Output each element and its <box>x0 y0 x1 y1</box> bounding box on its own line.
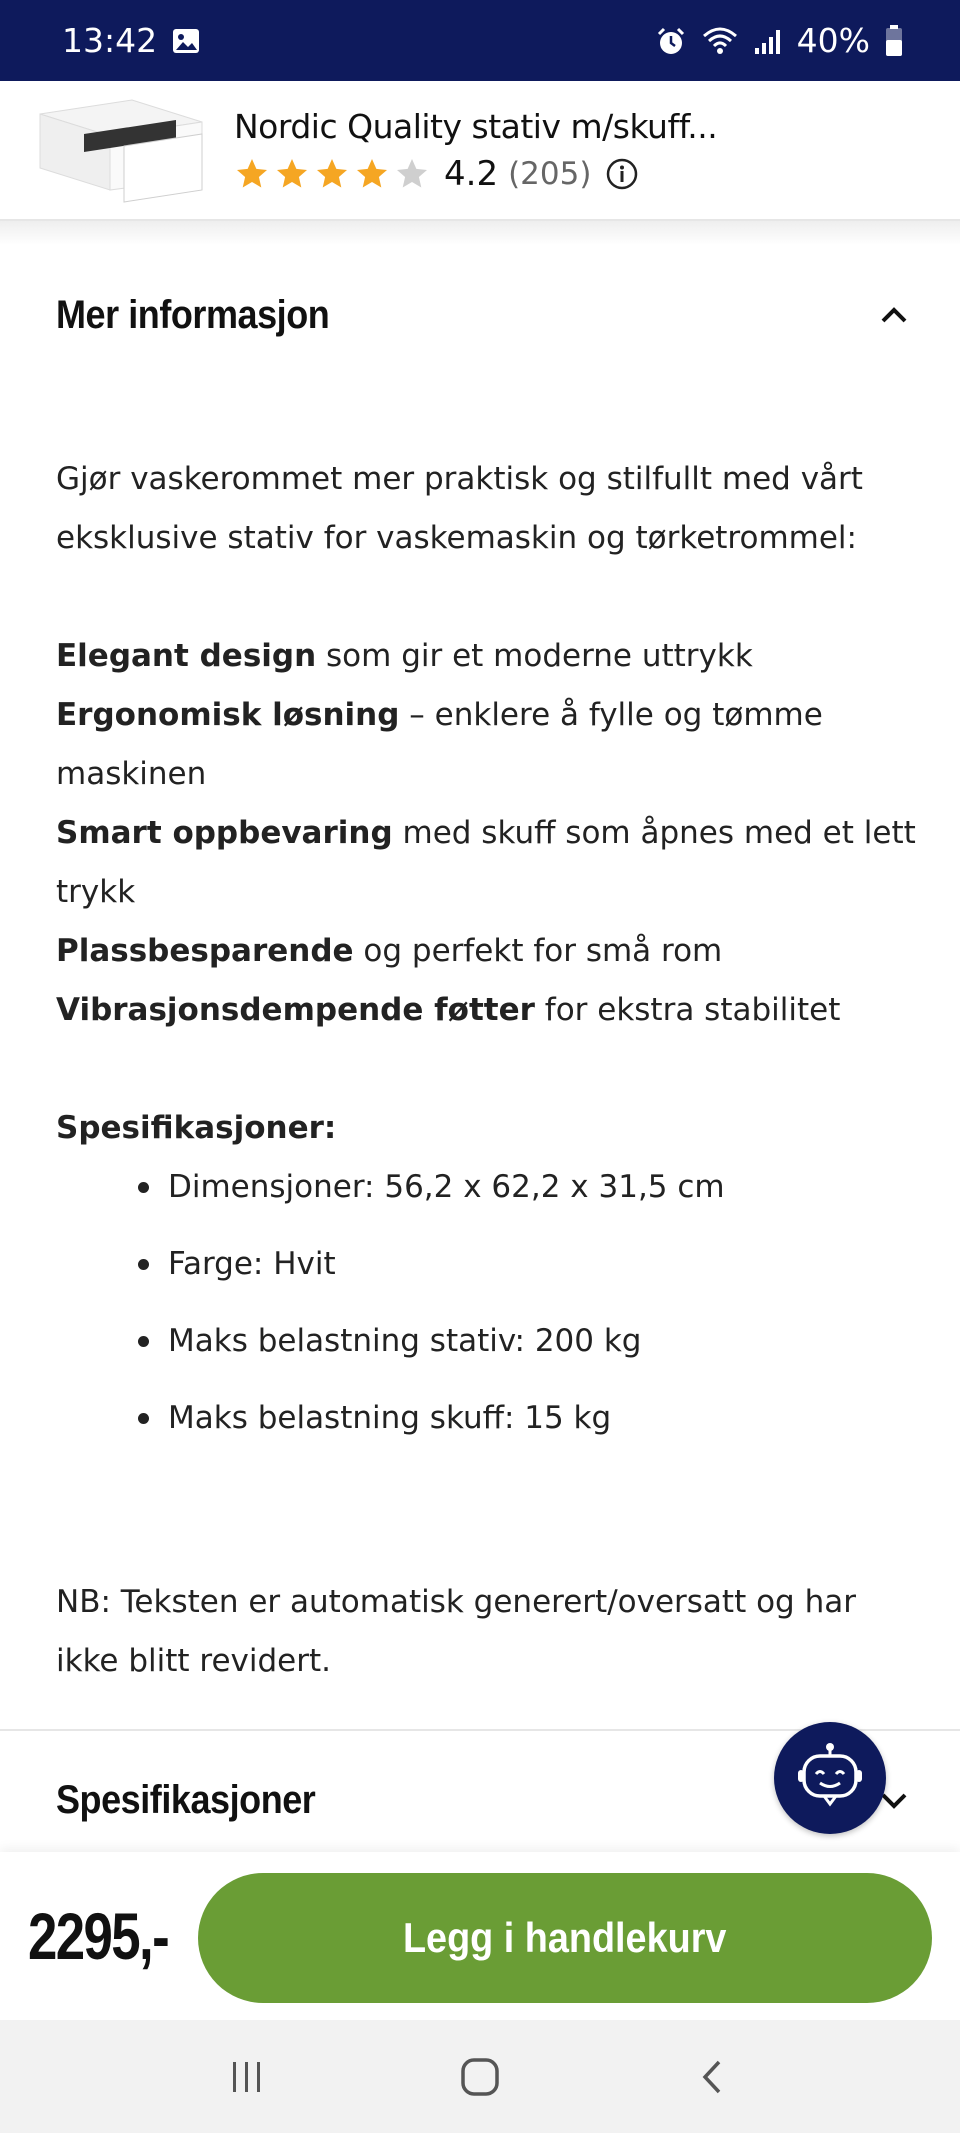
back-icon <box>693 2057 733 2097</box>
chevron-up-icon[interactable] <box>876 297 912 333</box>
chat-bot-button[interactable] <box>774 1722 886 1834</box>
spec-item: Maks belastning stativ: 200 kg <box>112 1312 916 1389</box>
home-button[interactable] <box>440 2037 520 2117</box>
feature-bold: Plassbesparende <box>56 933 354 969</box>
purchase-bar <box>0 1852 960 2020</box>
more-info-header[interactable] <box>56 285 912 345</box>
alarm-icon <box>655 25 687 57</box>
feature-text: – enklere å fylle og tømme maskinen <box>56 697 823 792</box>
add-to-cart-button[interactable] <box>198 1873 932 2003</box>
feature-item <box>56 627 916 686</box>
image-icon <box>171 26 201 56</box>
spec-item: Farge: Hvit <box>112 1235 916 1312</box>
spec-item: Maks belastning skuff: 15 kg <box>112 1389 916 1466</box>
more-info-content <box>56 450 916 1466</box>
back-button[interactable] <box>673 2037 753 2117</box>
add-to-cart-label: Legg i handlekurv <box>403 1914 727 1961</box>
feature-bold: Ergonomisk løsning <box>56 697 400 733</box>
feature-item <box>56 804 916 922</box>
spec-heading: Spesifikasjoner: <box>56 1110 337 1146</box>
battery-icon <box>884 24 904 58</box>
feature-bold: Vibrasjonsdempende føtter <box>56 992 535 1028</box>
wifi-icon <box>701 25 739 57</box>
feature-bold: Smart oppbevaring <box>56 815 393 851</box>
feature-text: for ekstra stabilitet <box>534 992 841 1028</box>
rating-value: 4.2 <box>444 153 499 194</box>
home-icon <box>459 2056 501 2098</box>
recent-apps-button[interactable] <box>207 2037 287 2117</box>
feature-item <box>56 686 916 804</box>
product-title: Nordic Quality stativ m/skuff... <box>234 106 718 146</box>
battery-percent: 40% <box>796 21 870 60</box>
feature-text: og perfekt for små rom <box>353 933 723 969</box>
robot-icon <box>790 1738 870 1818</box>
star-empty-icon <box>394 156 430 192</box>
spec-list <box>112 1158 916 1466</box>
recent-apps-icon <box>227 2057 267 2097</box>
review-count: (205) <box>508 155 592 192</box>
product-info <box>234 107 717 194</box>
auto-translation-note: NB: Teksten er automatisk generert/oversatt og har ikke blitt revidert. <box>56 1584 856 1679</box>
feature-text: som gir et moderne uttrykk <box>316 638 753 674</box>
status-left <box>62 21 201 60</box>
star-filled-icon <box>234 156 270 192</box>
feature-item <box>56 981 916 1040</box>
more-info-title: Mer informasjon <box>56 292 330 337</box>
star-filled-icon <box>274 156 310 192</box>
product-header[interactable] <box>0 81 960 221</box>
star-filled-icon <box>314 156 350 192</box>
star-filled-icon <box>354 156 390 192</box>
status-right <box>655 21 904 60</box>
spec-item: Dimensjoner: 56,2 x 62,2 x 31,5 cm <box>112 1158 916 1235</box>
feature-text: med skuff som åpnes med et lett trykk <box>56 815 916 910</box>
feature-item <box>56 922 916 981</box>
header-shadow <box>0 221 960 245</box>
product-thumbnail <box>36 94 206 206</box>
signal-icon <box>753 26 783 56</box>
status-bar <box>0 0 960 81</box>
system-nav-bar <box>0 2020 960 2133</box>
rating-row[interactable] <box>234 154 717 194</box>
price: 2295,- <box>28 1899 169 1973</box>
intro-text: Gjør vaskerommet mer praktisk og stilfullt med vårt eksklusive stativ for vaskemaskin og tørketrommel: <box>56 461 863 556</box>
specifications-title: Spesifikasjoner <box>56 1777 316 1822</box>
info-icon[interactable] <box>605 157 639 191</box>
feature-bold: Elegant design <box>56 638 317 674</box>
status-time: 13:42 <box>62 21 158 60</box>
